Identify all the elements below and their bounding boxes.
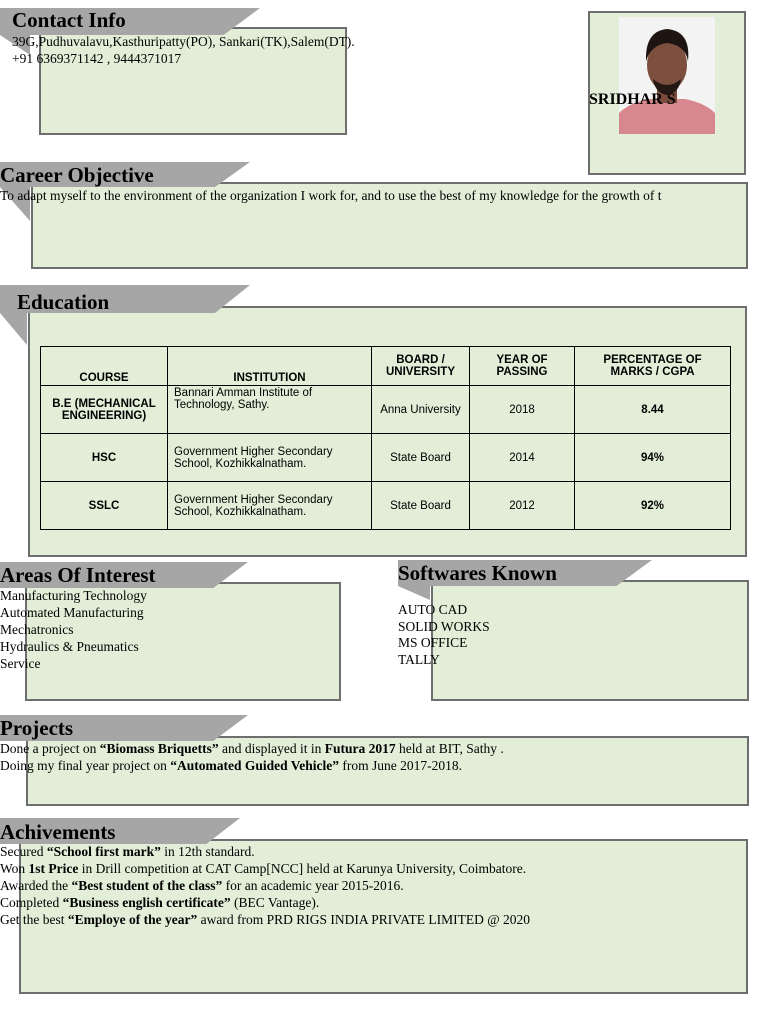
contact-address: 39G,Pudhuvalavu,Kasthuripatty(PO), Sankari(TK),Salem(DT). xyxy=(12,34,355,49)
project-text: from June 2017-2018. xyxy=(338,758,462,773)
software-title: Softwares Known xyxy=(398,561,557,585)
achievement-text: Won xyxy=(0,861,29,876)
interest-item: Automated Manufacturing xyxy=(0,605,144,620)
row-course: HSC xyxy=(41,434,168,482)
achievement-text: Completed xyxy=(0,895,63,910)
project-item xyxy=(0,757,462,774)
row-year: 2018 xyxy=(470,386,575,434)
achievement-item xyxy=(0,894,319,911)
header-board: BOARD / UNIVERSITY xyxy=(372,347,470,386)
software-item: SOLID WORKS xyxy=(398,619,490,634)
interests-title: Areas Of Interest xyxy=(0,563,156,587)
achievement-highlight: “School first mark” xyxy=(46,844,161,859)
achievement-highlight: “Best student of the class” xyxy=(71,878,223,893)
achievements-title: Achivements xyxy=(0,820,116,844)
software-item: AUTO CAD xyxy=(398,602,468,617)
project-text: held at BIT, Sathy . xyxy=(395,741,504,756)
achievement-text: (BEC Vantage). xyxy=(230,895,320,910)
contact-phone: +91 6369371142 , 9444371017 xyxy=(12,51,182,66)
objective-text: To adapt myself to the environment of the organization I work for, and to use the best of my knowledge for the growth of t xyxy=(0,188,662,203)
header-year: YEAR OF PASSING xyxy=(470,347,575,386)
profile-photo xyxy=(619,17,715,134)
software-item: TALLY xyxy=(398,652,440,667)
software-box xyxy=(431,580,749,701)
table-row xyxy=(41,482,731,530)
contact-title: Contact Info xyxy=(12,8,126,32)
software-banner-tail xyxy=(398,586,430,600)
row-institution: Bannari Amman Institute of Technology, Sathy. xyxy=(168,386,372,434)
row-year: 2012 xyxy=(470,482,575,530)
interest-item: Manufacturing Technology xyxy=(0,588,147,603)
project-highlight: “Biomass Briquetts” xyxy=(99,741,219,756)
header-score: PERCENTAGE OF MARKS / CGPA xyxy=(575,347,731,386)
achievement-text: Secured xyxy=(0,844,47,859)
achievement-text: Awarded the xyxy=(0,878,72,893)
row-institution: Government Higher Secondary School, Kozhikkalnatham. xyxy=(168,482,372,530)
header-course: COURSE xyxy=(41,347,168,386)
project-text: Done a project on xyxy=(0,741,100,756)
project-text: Doing my final year project on xyxy=(0,758,171,773)
project-highlight: Futura 2017 xyxy=(324,741,396,756)
achievement-item xyxy=(0,877,404,894)
achievement-item xyxy=(0,911,530,928)
achievement-text: award from PRD RIGS INDIA PRIVATE LIMITED @ 2020 xyxy=(197,912,531,927)
table-row xyxy=(41,386,731,434)
row-course: B.E (MECHANICAL ENGINEERING) xyxy=(41,386,168,434)
interest-item: Hydraulics & Pneumatics xyxy=(0,639,139,654)
row-score: 92% xyxy=(575,482,731,530)
row-score: 94% xyxy=(575,434,731,482)
achievement-text: for an academic year 2015-2016. xyxy=(222,878,404,893)
person-photo-icon xyxy=(619,17,715,134)
row-year: 2014 xyxy=(470,434,575,482)
table-header-row xyxy=(41,347,731,386)
education-table xyxy=(40,346,731,530)
objective-title: Career Objective xyxy=(0,163,154,187)
software-item: MS OFFICE xyxy=(398,635,468,650)
project-highlight: “Automated Guided Vehicle” xyxy=(170,758,339,773)
education-title: Education xyxy=(17,290,110,314)
achievement-highlight: 1st Price xyxy=(28,861,79,876)
row-board: Anna University xyxy=(372,386,470,434)
education-banner-tail xyxy=(0,313,27,345)
row-institution: Government Higher Secondary School, Kozhikkalnatham. xyxy=(168,434,372,482)
project-text: and displayed it in xyxy=(218,741,325,756)
achievement-text: in 12th standard. xyxy=(160,844,255,859)
project-item xyxy=(0,740,504,757)
achievement-text: Get the best xyxy=(0,912,68,927)
interest-item: Mechatronics xyxy=(0,622,74,637)
projects-title: Projects xyxy=(0,716,74,740)
interest-item: Service xyxy=(0,656,41,671)
achievement-highlight: “Employe of the year” xyxy=(67,912,198,927)
row-score: 8.44 xyxy=(575,386,731,434)
row-board: State Board xyxy=(372,482,470,530)
profile-name: SRIDHAR S xyxy=(589,91,676,108)
achievement-item xyxy=(0,843,255,860)
achievement-highlight: “Business english certificate” xyxy=(62,895,231,910)
achievement-text: in Drill competition at CAT Camp[NCC] held at Karunya University, Coimbatore. xyxy=(78,861,527,876)
header-institution: INSTITUTION xyxy=(168,347,372,386)
row-board: State Board xyxy=(372,434,470,482)
row-course: SSLC xyxy=(41,482,168,530)
table-row xyxy=(41,434,731,482)
achievement-item xyxy=(0,860,526,877)
